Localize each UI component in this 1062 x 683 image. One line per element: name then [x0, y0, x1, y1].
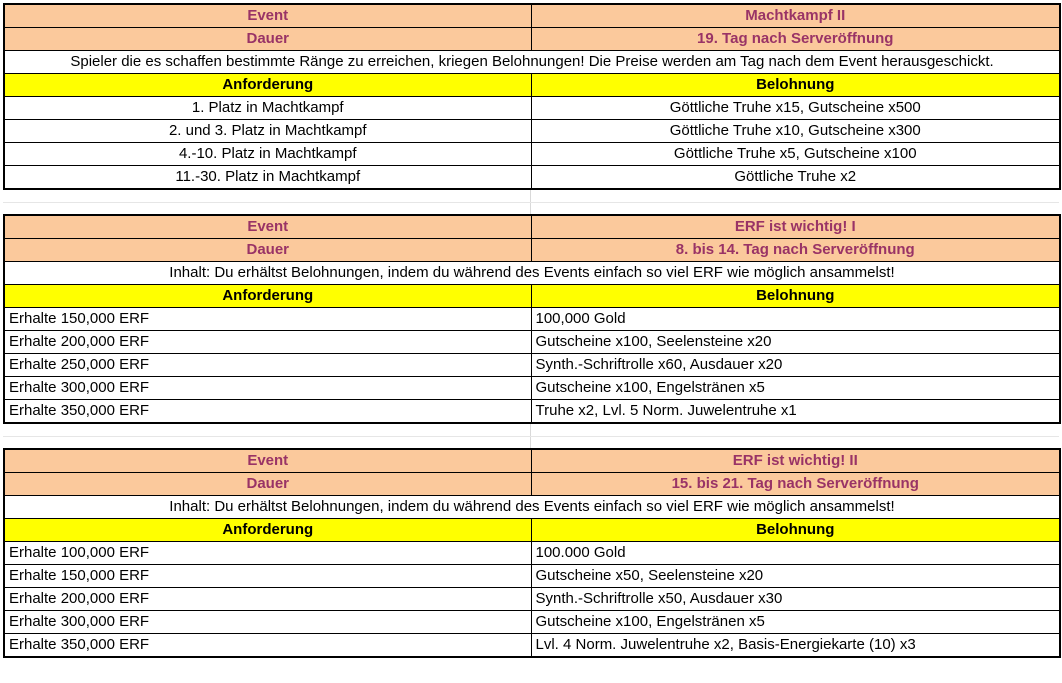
column-header-requirement[interactable]: Anforderung	[4, 74, 531, 97]
column-header-requirement[interactable]: Anforderung	[4, 519, 531, 542]
reward-cell[interactable]: 100,000 Gold	[531, 308, 1060, 331]
event-label[interactable]: Event	[4, 215, 531, 239]
table-row	[4, 565, 1060, 588]
requirement-cell[interactable]: 4.-10. Platz in Machtkampf	[4, 143, 531, 166]
duration-value[interactable]: 15. bis 21. Tag nach Serveröffnung	[531, 473, 1060, 496]
reward-cell[interactable]: Göttliche Truhe x10, Gutscheine x300	[531, 120, 1060, 143]
description-row	[4, 496, 1060, 519]
table-row	[4, 611, 1060, 634]
spreadsheet	[3, 3, 1059, 658]
description-row	[4, 262, 1060, 285]
duration-label[interactable]: Dauer	[4, 473, 531, 496]
table-row	[4, 542, 1060, 565]
table-row	[4, 354, 1060, 377]
reward-cell[interactable]: Gutscheine x100, Engelstränen x5	[531, 377, 1060, 400]
description-row	[4, 51, 1060, 74]
empty-spacer-row[interactable]	[3, 424, 1059, 448]
requirement-cell[interactable]: Erhalte 300,000 ERF	[4, 377, 531, 400]
event-table-erf-1	[3, 214, 1061, 424]
table-row	[4, 120, 1060, 143]
reward-cell[interactable]: Truhe x2, Lvl. 5 Norm. Juwelentruhe x1	[531, 400, 1060, 424]
event-name[interactable]: ERF ist wichtig! II	[531, 449, 1060, 473]
requirement-cell[interactable]: Erhalte 150,000 ERF	[4, 308, 531, 331]
column-header-reward[interactable]: Belohnung	[531, 519, 1060, 542]
event-label[interactable]: Event	[4, 4, 531, 28]
requirement-cell[interactable]: Erhalte 150,000 ERF	[4, 565, 531, 588]
reward-cell[interactable]: Göttliche Truhe x15, Gutscheine x500	[531, 97, 1060, 120]
event-description[interactable]: Inhalt: Du erhältst Belohnungen, indem du während des Events einfach so viel ERF wie möglich ansammelst!	[4, 262, 1060, 285]
table-row	[4, 308, 1060, 331]
duration-row	[4, 473, 1060, 496]
table-row	[4, 97, 1060, 120]
duration-label[interactable]: Dauer	[4, 239, 531, 262]
column-header-reward[interactable]: Belohnung	[531, 74, 1060, 97]
event-description[interactable]: Spieler die es schaffen bestimmte Ränge zu erreichen, kriegen Belohnungen! Die Preise werden am Tag nach dem Event herausgeschickt.	[4, 51, 1060, 74]
event-row	[4, 4, 1060, 28]
event-row	[4, 449, 1060, 473]
requirement-cell[interactable]: Erhalte 300,000 ERF	[4, 611, 531, 634]
reward-cell[interactable]: Göttliche Truhe x5, Gutscheine x100	[531, 143, 1060, 166]
reward-cell[interactable]: 100.000 Gold	[531, 542, 1060, 565]
requirement-cell[interactable]: 1. Platz in Machtkampf	[4, 97, 531, 120]
requirement-cell[interactable]: Erhalte 350,000 ERF	[4, 634, 531, 658]
event-description[interactable]: Inhalt: Du erhältst Belohnungen, indem du während des Events einfach so viel ERF wie möglich ansammelst!	[4, 496, 1060, 519]
column-header-row	[4, 519, 1060, 542]
requirement-cell[interactable]: Erhalte 250,000 ERF	[4, 354, 531, 377]
reward-cell[interactable]: Synth.-Schriftrolle x50, Ausdauer x30	[531, 588, 1060, 611]
event-name[interactable]: Machtkampf II	[531, 4, 1060, 28]
reward-cell[interactable]: Gutscheine x100, Seelensteine x20	[531, 331, 1060, 354]
requirement-cell[interactable]: 2. und 3. Platz in Machtkampf	[4, 120, 531, 143]
duration-value[interactable]: 19. Tag nach Serveröffnung	[531, 28, 1060, 51]
reward-cell[interactable]: Lvl. 4 Norm. Juwelentruhe x2, Basis-Energiekarte (10) x3	[531, 634, 1060, 658]
requirement-cell[interactable]: 11.-30. Platz in Machtkampf	[4, 166, 531, 190]
requirement-cell[interactable]: Erhalte 200,000 ERF	[4, 588, 531, 611]
column-header-row	[4, 285, 1060, 308]
duration-value[interactable]: 8. bis 14. Tag nach Serveröffnung	[531, 239, 1060, 262]
event-name[interactable]: ERF ist wichtig! I	[531, 215, 1060, 239]
column-header-row	[4, 74, 1060, 97]
duration-row	[4, 28, 1060, 51]
requirement-cell[interactable]: Erhalte 100,000 ERF	[4, 542, 531, 565]
reward-cell[interactable]: Gutscheine x100, Engelstränen x5	[531, 611, 1060, 634]
empty-spacer-row[interactable]	[3, 190, 1059, 214]
event-table-machtkampf	[3, 3, 1061, 190]
column-header-requirement[interactable]: Anforderung	[4, 285, 531, 308]
table-row	[4, 377, 1060, 400]
column-header-reward[interactable]: Belohnung	[531, 285, 1060, 308]
event-table-erf-2	[3, 448, 1061, 658]
table-row	[4, 331, 1060, 354]
event-label[interactable]: Event	[4, 449, 531, 473]
table-row	[4, 634, 1060, 658]
table-row	[4, 166, 1060, 190]
table-row	[4, 400, 1060, 424]
reward-cell[interactable]: Göttliche Truhe x2	[531, 166, 1060, 190]
reward-cell[interactable]: Gutscheine x50, Seelensteine x20	[531, 565, 1060, 588]
requirement-cell[interactable]: Erhalte 200,000 ERF	[4, 331, 531, 354]
duration-row	[4, 239, 1060, 262]
duration-label[interactable]: Dauer	[4, 28, 531, 51]
table-row	[4, 588, 1060, 611]
reward-cell[interactable]: Synth.-Schriftrolle x60, Ausdauer x20	[531, 354, 1060, 377]
table-row	[4, 143, 1060, 166]
event-row	[4, 215, 1060, 239]
requirement-cell[interactable]: Erhalte 350,000 ERF	[4, 400, 531, 424]
